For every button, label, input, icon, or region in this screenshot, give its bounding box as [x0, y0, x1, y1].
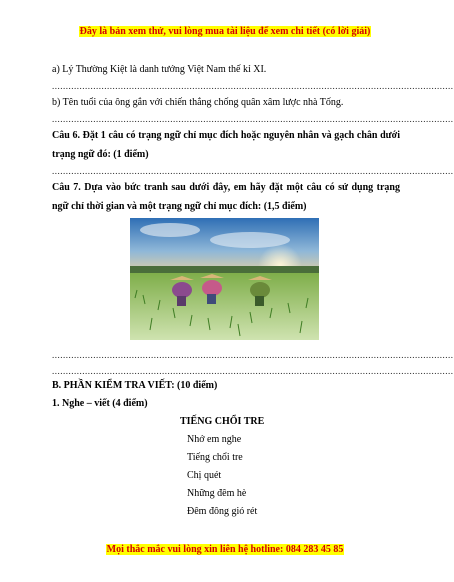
section-b-heading: B. PHẦN KIỂM TRA VIẾT: (10 điểm): [52, 380, 218, 391]
preview-notice-banner: [0, 26, 450, 37]
answer-line-3: ..................................................................................................................................................: [52, 166, 454, 176]
answer-line-2: ..................................................................................................................................................: [52, 114, 454, 124]
sentence-b: b) Tên tuổi của ông gắn với chiến thắng chống quân xâm lược nhà Tống.: [52, 97, 344, 108]
answer-line-4: ..................................................................................................................................................: [52, 350, 454, 360]
preview-notice-text: Đây là bản xem thử, vui lòng mua tài liệu để xem chi tiết (có lời giải): [79, 26, 371, 37]
question-7: Câu 7. Dựa vào bức tranh sau dưới đây, em hãy đặt một câu có sử dụng trạng ngữ chỉ thời gian và một trạng ngữ chỉ mục đích: (1,5 điểm): [52, 182, 400, 212]
poem-line: Tiếng chổi tre: [187, 452, 243, 463]
poem-title: TIẾNG CHỔI TRE: [180, 416, 265, 427]
answer-line-1: ..................................................................................................................................................: [52, 81, 454, 91]
poem-line: Đêm đông gió rét: [187, 506, 258, 517]
hotline-banner: [0, 544, 450, 555]
hotline-text: Mọi thắc mắc vui lòng xin liên hệ hotline: 084 283 45 85: [106, 544, 344, 555]
answer-line-5: ..................................................................................................................................................: [52, 366, 454, 376]
poem-line: Chị quét: [187, 470, 222, 481]
poem-line: Những đêm hè: [187, 488, 247, 499]
rice-field-photo: [130, 218, 319, 340]
poem-line: Nhớ em nghe: [187, 434, 242, 445]
question-6: Câu 6. Đặt 1 câu có trạng ngữ chỉ mục đích hoặc nguyên nhân và gạch chân dưới trạng ngữ đó: (1 điểm): [52, 130, 400, 160]
sentence-a: a) Lý Thường Kiệt là danh tướng Việt Nam thế kỉ XI.: [52, 64, 267, 75]
item-1-heading: 1. Nghe – viết (4 điểm): [52, 398, 148, 409]
